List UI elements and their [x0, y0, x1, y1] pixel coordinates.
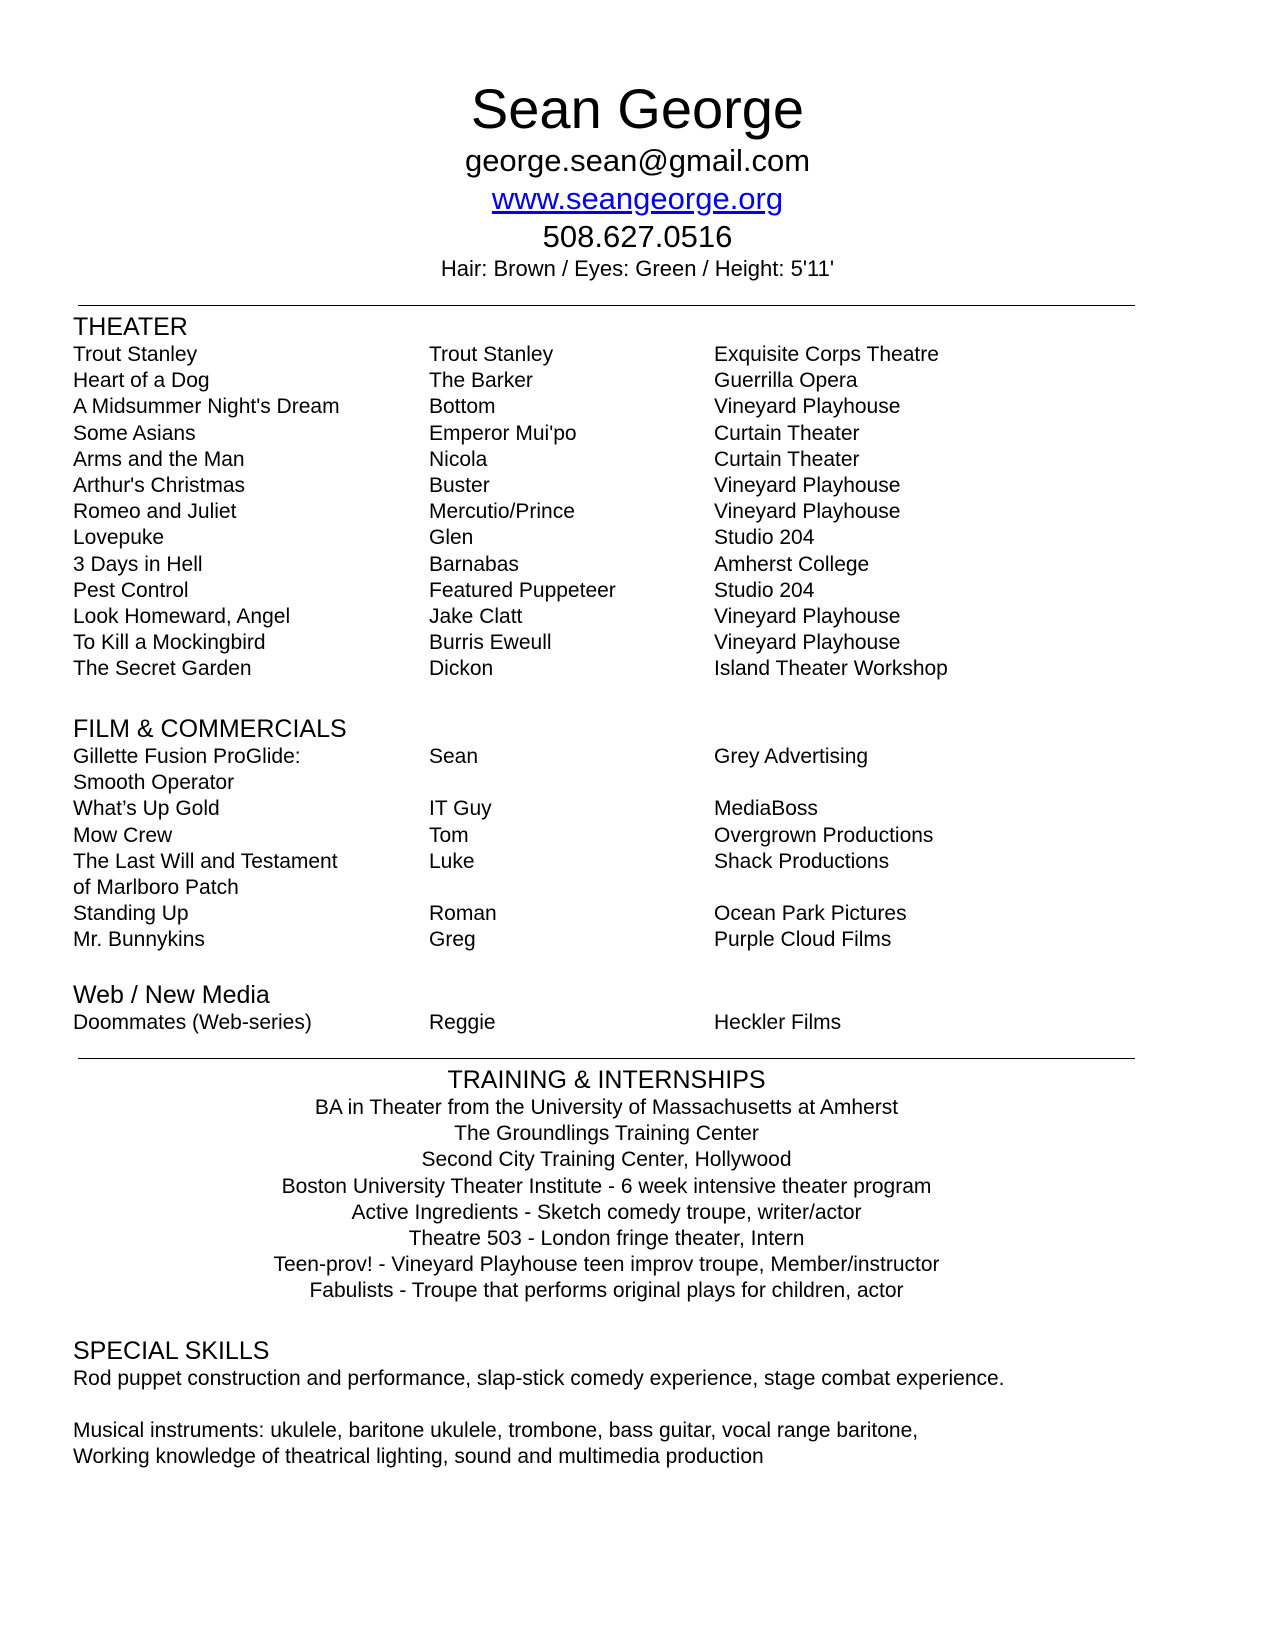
credit-row: [73, 744, 1153, 770]
credit-title: Trout Stanley: [73, 343, 198, 366]
resume-name: Sean George: [470, 77, 805, 140]
credit-row: [73, 630, 1153, 656]
credit-role: Featured Puppeteer: [429, 578, 616, 602]
credit-row: [73, 421, 1153, 447]
credit-title: Pest Control: [73, 578, 189, 602]
credit-company: Ocean Park Pictures: [714, 902, 907, 926]
email-address: george.sean@gmail.com: [464, 143, 811, 178]
skills-line: Musical instruments: ukulele, baritone ukulele, trombone, bass guitar, vocal range baritone,: [73, 1419, 919, 1443]
training-section: [0, 1066, 1213, 1305]
divider-bottom: [78, 1058, 1135, 1059]
credit-role: Burris Eweull: [429, 631, 552, 655]
website-line: [0, 181, 1275, 217]
credit-row: [73, 927, 1153, 953]
credit-row: [73, 499, 1153, 525]
credit-title: The Secret Garden: [73, 657, 252, 681]
credit-company: Island Theater Workshop: [714, 657, 948, 681]
credit-company: Curtain Theater: [714, 421, 860, 445]
skills-line: Working knowledge of theatrical lighting, sound and multimedia production: [73, 1445, 764, 1469]
credit-role: Bottom: [429, 395, 496, 419]
credit-row: [73, 770, 1153, 796]
training-item: Active Ingredients - Sketch comedy troupe, writer/actor: [351, 1200, 862, 1224]
credit-company: Amherst College: [714, 552, 870, 576]
credit-row: [73, 796, 1153, 822]
training-item: Boston University Theater Institute - 6 week intensive theater program: [281, 1174, 932, 1198]
credit-role: Nicola: [429, 447, 488, 471]
credit-row: [73, 525, 1153, 551]
website-link[interactable]: www.seangeorge.org: [491, 181, 784, 216]
web-heading: Web / New Media: [73, 981, 270, 1009]
physical-stats: Hair: Brown / Eyes: Green / Height: 5'11': [440, 256, 835, 281]
credit-title: Look Homeward, Angel: [73, 605, 291, 629]
credit-title: Arthur's Christmas: [73, 474, 246, 498]
credit-company: Purple Cloud Films: [714, 928, 892, 952]
credit-role: [429, 770, 714, 796]
credit-role: Greg: [429, 928, 476, 952]
credit-title: Lovepuke: [73, 526, 165, 550]
film-credits: [73, 744, 1153, 954]
credit-role: Reggie: [429, 1011, 496, 1034]
credit-role: Jake Clatt: [429, 605, 523, 629]
credit-role: Luke: [429, 849, 475, 873]
credit-company: Overgrown Productions: [714, 823, 934, 847]
credit-title: Romeo and Juliet: [73, 500, 237, 524]
credit-company: MediaBoss: [714, 797, 818, 821]
credit-role: [429, 875, 714, 901]
credit-company: Vineyard Playhouse: [714, 631, 901, 655]
theater-heading: THEATER: [73, 313, 188, 341]
credit-title: 3 Days in Hell: [73, 552, 203, 576]
credit-company: Guerrilla Opera: [714, 369, 858, 393]
credit-company: Vineyard Playhouse: [714, 474, 901, 498]
credit-row: [73, 1010, 1153, 1036]
credit-role: IT Guy: [429, 797, 492, 821]
credit-row: [73, 394, 1153, 420]
credit-role: Mercutio/Prince: [429, 500, 575, 524]
credit-company: [714, 770, 1114, 796]
credit-row: [73, 447, 1153, 473]
credit-role: Dickon: [429, 657, 494, 681]
credit-role: Emperor Mui'po: [429, 421, 577, 445]
credit-company: Curtain Theater: [714, 447, 860, 471]
credit-row: [73, 552, 1153, 578]
web-section: [73, 981, 1153, 1036]
credit-row: [73, 368, 1153, 394]
training-item: The Groundlings Training Center: [454, 1122, 759, 1146]
phone-number: 508.627.0516: [542, 219, 733, 254]
theater-section: [73, 313, 1153, 683]
training-item: Teen-prov! - Vineyard Playhouse teen improv troupe, Member/instructor: [273, 1253, 940, 1277]
web-credits: [73, 1010, 1153, 1036]
theater-credits: [73, 342, 1153, 683]
credit-title: Gillette Fusion ProGlide:: [73, 745, 301, 768]
film-section: [73, 715, 1153, 954]
training-item: Theatre 503 - London fringe theater, Intern: [408, 1227, 805, 1251]
credit-company: Studio 204: [714, 578, 815, 602]
credit-row: [73, 849, 1153, 875]
credit-company: Vineyard Playhouse: [714, 500, 901, 524]
credit-title: Some Asians: [73, 421, 196, 445]
skills-heading: SPECIAL SKILLS: [73, 1337, 270, 1365]
training-list: [0, 1095, 1213, 1305]
credit-row: [73, 604, 1153, 630]
credit-role: Barnabas: [429, 552, 519, 576]
credit-title: of Marlboro Patch: [73, 876, 239, 900]
credit-row: [73, 342, 1153, 368]
credit-company: [714, 875, 1114, 901]
credit-role: The Barker: [429, 369, 533, 393]
credit-role: Roman: [429, 902, 497, 926]
credit-row: [73, 823, 1153, 849]
credit-row: [73, 875, 1153, 901]
credit-title: Heart of a Dog: [73, 369, 210, 393]
credit-title: Doommates (Web-series): [73, 1011, 312, 1034]
credit-row: [73, 578, 1153, 604]
credit-title: Arms and the Man: [73, 447, 245, 471]
divider-top: [78, 305, 1135, 306]
credit-title: A Midsummer Night's Dream: [73, 395, 340, 419]
training-heading: TRAINING & INTERNSHIPS: [447, 1066, 766, 1094]
credit-title: Smooth Operator: [73, 771, 235, 795]
credit-title: Mow Crew: [73, 823, 173, 847]
credit-title: Standing Up: [73, 902, 189, 926]
skills-section: [73, 1337, 1153, 1471]
credit-role: Sean: [429, 745, 479, 768]
credit-title: Mr. Bunnykins: [73, 928, 205, 952]
credit-company: Exquisite Corps Theatre: [714, 343, 939, 366]
credit-title: The Last Will and Testament: [73, 849, 338, 873]
credit-company: Vineyard Playhouse: [714, 395, 901, 419]
credit-company: Shack Productions: [714, 849, 890, 873]
credit-row: [73, 656, 1153, 682]
credit-row: [73, 901, 1153, 927]
training-item: Second City Training Center, Hollywood: [421, 1148, 792, 1172]
credit-company: Heckler Films: [714, 1011, 842, 1034]
credit-company: Studio 204: [714, 526, 815, 550]
credit-role: Tom: [429, 823, 469, 847]
credit-role: Glen: [429, 526, 474, 550]
credit-role: Buster: [429, 474, 490, 498]
skills-line: Rod puppet construction and performance, slap-stick comedy experience, stage combat experience.: [73, 1367, 1005, 1390]
credit-title: To Kill a Mockingbird: [73, 631, 266, 655]
training-item: Fabulists - Troupe that performs original plays for children, actor: [309, 1279, 904, 1303]
credit-company: Vineyard Playhouse: [714, 605, 901, 629]
film-heading: FILM & COMMERCIALS: [73, 715, 347, 743]
credit-title: What’s Up Gold: [73, 797, 220, 821]
credit-role: Trout Stanley: [429, 343, 554, 366]
credit-row: [73, 473, 1153, 499]
credit-company: Grey Advertising: [714, 745, 869, 768]
training-item: BA in Theater from the University of Massachusetts at Amherst: [314, 1096, 899, 1119]
